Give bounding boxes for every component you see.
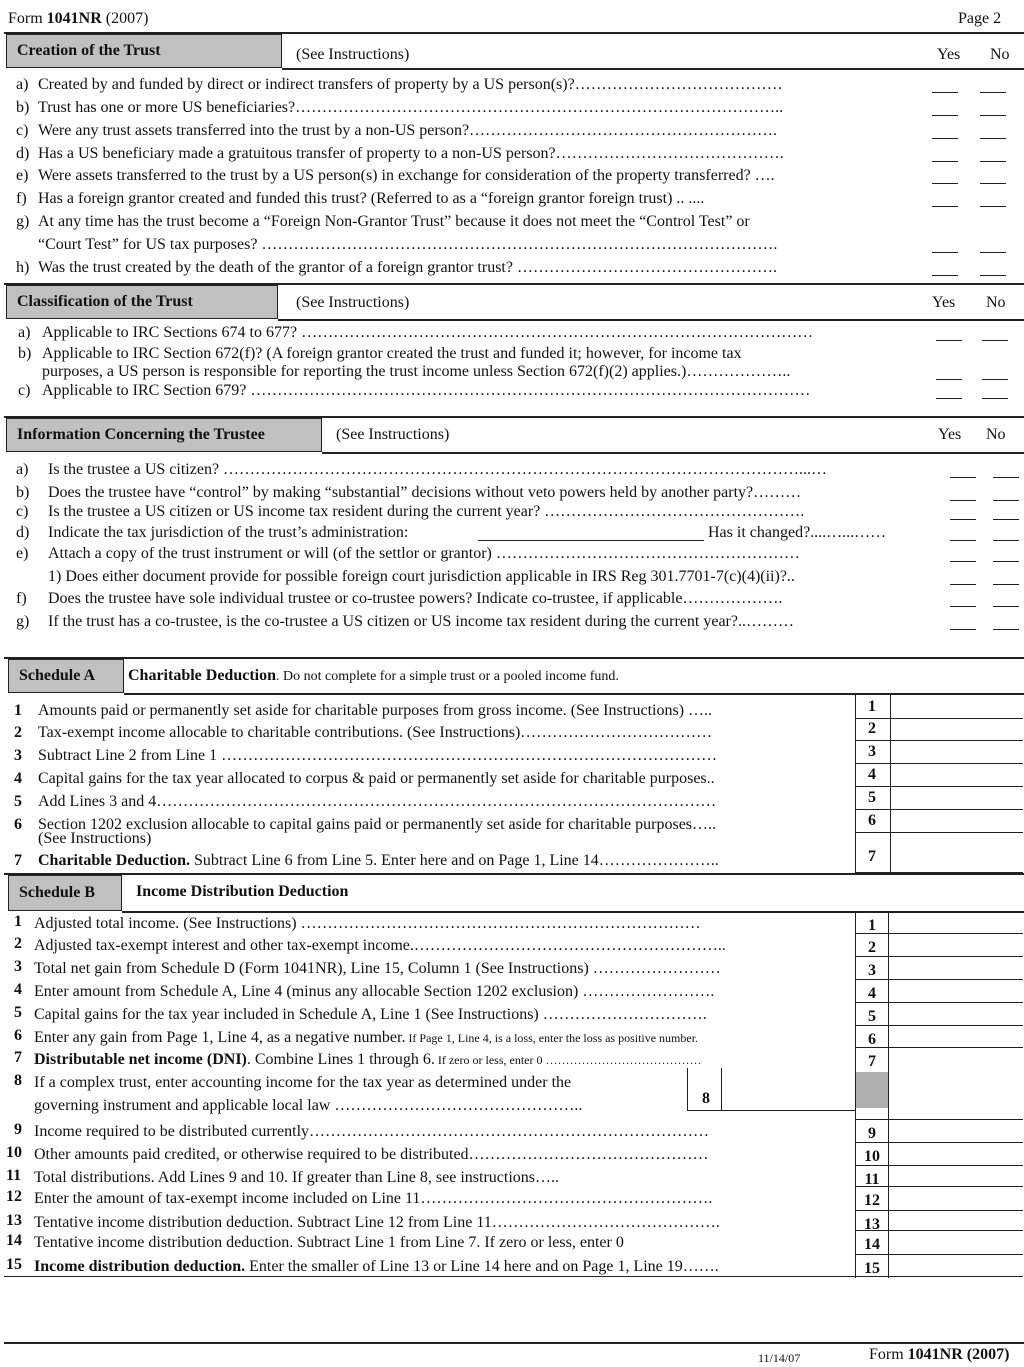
yes-answer-blank[interactable] xyxy=(932,275,958,276)
question-text-continued: “Court Test” for US tax purposes? ……………………………………………………………………………………. xyxy=(38,236,778,253)
yes-answer-blank[interactable] xyxy=(950,477,976,478)
question-text: At any time has the trust become a “Foreign Non-Grantor Trust” because it does not meet the “Control Test” or xyxy=(38,213,750,230)
classification-rule xyxy=(278,319,1024,321)
line-number: 11 xyxy=(6,1167,22,1184)
yes-answer-blank[interactable] xyxy=(950,629,976,630)
trustee-instructions: (See Instructions) xyxy=(336,426,450,443)
line-description-text: Total distributions. Add Lines 9 and 10. If greater than Line 8, see instructions….. xyxy=(34,1169,559,1186)
creation-instructions: (See Instructions) xyxy=(296,46,410,63)
line-box-label: 1 xyxy=(868,698,876,715)
line-box-label: 13 xyxy=(864,1216,880,1233)
item-letter: b) xyxy=(18,345,32,362)
amount-field[interactable] xyxy=(855,1230,1023,1231)
line-description-text: If a complex trust, enter accounting income for the tax year as determined under the xyxy=(34,1074,572,1091)
question-text: Were assets transferred to the trust by a US person(s) in exchange for consideration of the property transferred? …. xyxy=(38,167,775,184)
item-letter: d) xyxy=(16,524,30,541)
line-description xyxy=(34,915,701,933)
line-description-note: If zero or less, enter 0 ………………………………… xyxy=(434,1053,702,1067)
line-number: 1 xyxy=(14,913,22,930)
line-description xyxy=(34,937,726,955)
line-box-label: 10 xyxy=(864,1148,880,1165)
schedule-a-top-rule xyxy=(4,657,1024,659)
line-description-text: Subtract Line 6 from Line 5. Enter here and on Page 1, Line 14………………….. xyxy=(190,852,719,869)
trustee-yes-header: Yes xyxy=(938,426,962,443)
amount-field[interactable] xyxy=(855,979,1023,980)
question-text: Is the trustee a US citizen or US income tax resident during the current year? …………………………………………. xyxy=(48,503,805,520)
line-description xyxy=(34,1146,709,1164)
no-answer-blank[interactable] xyxy=(993,629,1019,630)
question-text: 1) Does either document provide for possible foreign court jurisdiction applicable in IRS Reg 301.7701-7(c)(4)(ii)?.. xyxy=(48,568,795,585)
question-text: Applicable to IRC Section 672(f)? (A foreign grantor created the trust and funded it; however, for income tax xyxy=(42,345,742,362)
item-letter: b) xyxy=(16,99,30,116)
line-description-text: Enter the amount of tax-exempt income included on Line 11………………………………………………. xyxy=(34,1190,713,1207)
creation-no-header: No xyxy=(990,46,1010,63)
footer-date: 11/14/07 xyxy=(758,1351,801,1365)
no-answer-blank[interactable] xyxy=(980,161,1006,162)
section-title-creation: Creation of the Trust xyxy=(6,34,282,68)
line-description-text: Amounts paid or permanently set aside for charitable purposes from gross income. (See Instructions) ….. xyxy=(38,702,713,719)
line-description xyxy=(34,1214,720,1232)
line-box-label: 12 xyxy=(864,1192,880,1209)
line-number: 2 xyxy=(14,935,22,952)
line-number: 15 xyxy=(6,1256,22,1273)
footer-form-prefix: Form xyxy=(869,1346,904,1363)
no-answer-blank[interactable] xyxy=(980,252,1006,253)
amount-field[interactable] xyxy=(855,786,1023,787)
line-number: 4 xyxy=(14,770,22,787)
no-answer-blank[interactable] xyxy=(993,519,1019,520)
footer-rule xyxy=(4,1342,1024,1344)
yes-answer-blank[interactable] xyxy=(950,519,976,520)
classification-yes-header: Yes xyxy=(932,294,956,311)
item-letter: a) xyxy=(16,461,29,478)
line-description-note: If Page 1, Line 4, is a loss, enter the loss as positive number. xyxy=(405,1031,699,1045)
question-text: Does the trustee have sole individual trustee or co-trustee powers? Indicate co-trustee, if applicable………………. xyxy=(48,590,783,607)
form-number: 1041NR xyxy=(46,10,102,27)
line-8-box-left xyxy=(687,1068,688,1110)
section-title-trustee: Information Concerning the Trustee xyxy=(6,418,322,452)
trustee-no-header: No xyxy=(986,426,1006,443)
no-answer-blank[interactable] xyxy=(993,477,1019,478)
question-text: Was the trust created by the death of the grantor of a foreign grantor trust? …………………………………………. xyxy=(38,259,777,276)
item-letter: g) xyxy=(16,613,30,630)
no-answer-blank[interactable] xyxy=(980,115,1006,116)
yes-answer-blank[interactable] xyxy=(932,161,958,162)
yes-answer-blank[interactable] xyxy=(950,561,976,562)
schedule-b-title: Income Distribution Deduction xyxy=(136,883,349,900)
line-description-text: Total net gain from Schedule D (Form 1041NR), Line 15, Column 1 (See Instructions) …………………… xyxy=(34,960,721,977)
question-text-continued: purposes, a US person is responsible for reporting the trust income unless Section 672(f)(2) applies.)……………….. xyxy=(42,363,791,380)
line-description-text: Tax-exempt income allocable to charitable contributions. (See Instructions)……………………………… xyxy=(38,724,713,741)
schedule-b-bottom-rule xyxy=(855,1276,1023,1277)
trustee-rule xyxy=(322,452,1024,454)
line-description-continued: governing instrument and applicable local law ……………………………………….. xyxy=(34,1097,583,1114)
line-number: 7 xyxy=(14,852,22,869)
amount-field[interactable] xyxy=(855,809,1023,810)
line-description xyxy=(38,852,719,870)
amount-field[interactable] xyxy=(855,1025,1023,1026)
line-description-text: Enter any gain from Page 1, Line 4, as a negative number. xyxy=(34,1029,406,1046)
line-number: 6 xyxy=(14,816,22,833)
item-letter: d) xyxy=(16,145,30,162)
amount-field[interactable] xyxy=(855,740,1023,741)
classification-instructions: (See Instructions) xyxy=(296,294,410,311)
line-number: 6 xyxy=(14,1027,22,1044)
line-description-text: Enter amount from Schedule A, Line 4 (minus any allocable Section 1202 exclusion) ……………………. xyxy=(34,983,715,1000)
question-text: Indicate the tax jurisdiction of the trust’s administration: xyxy=(48,524,409,541)
footer-form-year: (2007) xyxy=(966,1346,1010,1363)
line-description-bold: Charitable Deduction. xyxy=(38,852,190,869)
no-answer-blank[interactable] xyxy=(993,500,1019,501)
amount-field[interactable] xyxy=(855,718,1023,719)
line-box-label: 8 xyxy=(702,1090,710,1107)
line-number: 5 xyxy=(14,793,22,810)
schedule-a-amount-divider xyxy=(890,694,891,874)
line-description-bold: Income distribution deduction. xyxy=(34,1258,246,1275)
line-description xyxy=(34,1190,712,1208)
schedule-b-shaded-cell xyxy=(856,1072,888,1108)
yes-answer-blank[interactable] xyxy=(936,379,962,380)
line-description xyxy=(38,793,716,811)
question-text: Is the trustee a US citizen? ………………………………………………………………………………………………...… xyxy=(48,461,828,478)
line-description xyxy=(34,1123,709,1141)
schedule-a-subtitle: . Do not complete for a simple trust or a pooled income fund. xyxy=(276,669,619,684)
line-number: 1 xyxy=(14,702,22,719)
amount-field[interactable] xyxy=(855,832,1023,833)
line-description-text: Add Lines 3 and 4…………………………………………………………………………………………… xyxy=(38,793,717,810)
item-letter: f) xyxy=(16,590,27,607)
line-box-label: 9 xyxy=(868,1125,876,1142)
line-box-label: 2 xyxy=(868,939,876,956)
line-number: 2 xyxy=(14,724,22,741)
line-number: 12 xyxy=(6,1188,22,1205)
line-description xyxy=(34,1051,701,1069)
item-letter: a) xyxy=(16,76,29,93)
line-description xyxy=(34,1029,698,1047)
creation-rule xyxy=(282,68,1024,70)
line-description-text: Section 1202 exclusion allocable to capital gains paid or permanently set aside for charitable purposes….. xyxy=(38,816,717,833)
question-text: Attach a copy of the trust instrument or will (of the settlor or grantor) ………………………………………………… xyxy=(48,545,800,562)
line-description xyxy=(34,1006,707,1024)
line-description xyxy=(38,702,712,720)
amount-field[interactable] xyxy=(855,1142,1023,1143)
page-number: Page 2 xyxy=(958,10,1002,27)
yes-answer-blank[interactable] xyxy=(936,398,962,399)
question-text: Applicable to IRC Sections 674 to 677? …………………………………………………………………………………… xyxy=(42,324,814,341)
creation-yes-header: Yes xyxy=(937,46,961,63)
line-box-label: 7 xyxy=(868,848,876,865)
line-number: 3 xyxy=(14,958,22,975)
line-description-text: Tentative income distribution deduction. Subtract Line 12 from Line 11……………………………………. xyxy=(34,1214,720,1231)
schedule-b-line-15-rule xyxy=(4,1276,855,1277)
amount-field[interactable] xyxy=(855,1165,1023,1166)
line-description-text: Other amounts paid credited, or otherwise required to be distributed……………………………………… xyxy=(34,1146,709,1163)
line-number: 3 xyxy=(14,747,22,764)
amount-field[interactable] xyxy=(855,1119,1023,1120)
question-text: If the trust has a co-trustee, is the co-trustee a US citizen or US income tax resident during the current year?..……… xyxy=(48,613,794,630)
yes-answer-blank[interactable] xyxy=(932,92,958,93)
line-8-amount-field[interactable] xyxy=(687,1110,855,1111)
line-box-label: 6 xyxy=(868,812,876,829)
form-year: (2007) xyxy=(105,10,149,27)
line-description xyxy=(38,747,717,765)
amount-field[interactable] xyxy=(855,1047,1023,1048)
line-description-text: Adjusted total income. (See Instructions) ………………………………………………………………… xyxy=(34,915,701,932)
changed-question-text: Has it changed?....…...…… xyxy=(708,524,887,541)
yes-answer-blank[interactable] xyxy=(936,340,962,341)
amount-field[interactable] xyxy=(855,956,1023,957)
yes-answer-blank[interactable] xyxy=(950,500,976,501)
no-answer-blank[interactable] xyxy=(980,183,1006,184)
item-letter: c) xyxy=(16,122,29,139)
amount-field[interactable] xyxy=(855,911,1023,912)
no-answer-blank[interactable] xyxy=(993,584,1019,585)
jurisdiction-field[interactable] xyxy=(478,540,704,541)
line-box-label: 15 xyxy=(864,1260,880,1277)
no-answer-blank[interactable] xyxy=(982,340,1008,341)
line-box-label: 2 xyxy=(868,720,876,737)
no-answer-blank[interactable] xyxy=(993,540,1019,541)
no-answer-blank[interactable] xyxy=(993,561,1019,562)
line-number: 7 xyxy=(14,1049,22,1066)
yes-answer-blank[interactable] xyxy=(932,252,958,253)
item-letter: f) xyxy=(16,190,27,207)
classification-no-header: No xyxy=(986,294,1006,311)
footer-form-number: 1041NR xyxy=(907,1346,963,1363)
item-letter: g) xyxy=(16,213,30,230)
question-text: Applicable to IRC Section 679? …………………………………………………………………………………………… xyxy=(42,382,811,399)
schedule-b-top-rule xyxy=(4,873,1024,875)
line-box-label: 3 xyxy=(868,962,876,979)
schedule-a-label: Schedule A xyxy=(8,659,124,693)
item-letter: e) xyxy=(16,545,29,562)
line-description-text: Enter the smaller of Line 13 or Line 14 here and on Page 1, Line 19……. xyxy=(245,1258,719,1275)
item-letter: c) xyxy=(16,503,29,520)
no-answer-blank[interactable] xyxy=(982,379,1008,380)
line-box-label: 11 xyxy=(864,1171,880,1188)
yes-answer-blank[interactable] xyxy=(932,115,958,116)
form-prefix: Form xyxy=(8,10,43,27)
question-text: Trust has one or more US beneficiaries?……………………………………………………………………………….. xyxy=(38,99,784,116)
footer-form-id xyxy=(869,1346,1009,1364)
line-description-text: Adjusted tax-exempt interest and other tax-exempt income.………………………………………………….. xyxy=(34,937,726,954)
yes-answer-blank[interactable] xyxy=(950,540,976,541)
item-letter: a) xyxy=(18,324,31,341)
question-text: Has a foreign grantor created and funded this trust? (Referred to as a “foreign grantor foreign trust) .. .... xyxy=(38,190,705,207)
amount-field[interactable] xyxy=(855,933,1023,934)
line-description-text: . Combine Lines 1 through 6. xyxy=(246,1051,435,1068)
amount-field[interactable] xyxy=(855,1186,1023,1187)
item-letter: h) xyxy=(16,259,30,276)
no-answer-blank[interactable] xyxy=(993,606,1019,607)
yes-answer-blank[interactable] xyxy=(950,584,976,585)
line-description xyxy=(34,983,714,1001)
line-number: 5 xyxy=(14,1004,22,1021)
form-id xyxy=(8,10,148,28)
no-answer-blank[interactable] xyxy=(982,398,1008,399)
line-description xyxy=(34,1258,719,1276)
line-description-text: Tentative income distribution deduction. Subtract Line 1 from Line 7. If zero or less, enter 0 xyxy=(34,1234,624,1251)
schedule-a-heading xyxy=(128,667,619,686)
line-box-label: 14 xyxy=(864,1236,880,1253)
no-answer-blank[interactable] xyxy=(980,275,1006,276)
amount-field[interactable] xyxy=(855,763,1023,764)
line-number: 14 xyxy=(6,1232,22,1249)
no-answer-blank[interactable] xyxy=(980,206,1006,207)
line-description-text: Capital gains for the tax year included in Schedule A, Line 1 (See Instructions) …………………………. xyxy=(34,1006,707,1023)
question-text: Has a US beneficiary made a gratuitous transfer of property to a non-US person?……………………………………. xyxy=(38,145,784,162)
no-answer-blank[interactable] xyxy=(980,138,1006,139)
yes-answer-blank[interactable] xyxy=(932,206,958,207)
line-description-bold: Distributable net income (DNI) xyxy=(34,1051,247,1068)
line-number: 4 xyxy=(14,981,22,998)
line-description-continued: (See Instructions) xyxy=(38,830,152,847)
line-number: 13 xyxy=(6,1212,22,1229)
line-description-text: Capital gains for the tax year allocated to corpus & paid or permanently set aside for charitable purposes.. xyxy=(38,770,715,787)
item-letter: b) xyxy=(16,484,30,501)
item-letter: c) xyxy=(18,382,31,399)
amount-field[interactable] xyxy=(855,1254,1023,1255)
line-number: 9 xyxy=(14,1121,22,1138)
line-box-label: 6 xyxy=(868,1031,876,1048)
line-description xyxy=(34,1234,624,1252)
question-text: Were any trust assets transferred into the trust by a non-US person?…………………………………………………. xyxy=(38,122,778,139)
line-description xyxy=(38,724,712,742)
line-number: 8 xyxy=(14,1072,22,1089)
line-box-label: 4 xyxy=(868,985,876,1002)
line-description xyxy=(34,1169,559,1187)
line-box-label: 4 xyxy=(868,766,876,783)
line-number: 10 xyxy=(6,1144,22,1161)
line-box-label: 3 xyxy=(868,743,876,760)
amount-field[interactable] xyxy=(855,1002,1023,1003)
line-description xyxy=(38,770,715,788)
question-text: Created by and funded by direct or indirect transfers of property by a US person(s)?………………………………… xyxy=(38,76,783,93)
line-description-text: Subtract Line 2 from Line 1 ………………………………………………………………………………… xyxy=(38,747,718,764)
yes-answer-blank[interactable] xyxy=(950,606,976,607)
line-description xyxy=(34,960,721,978)
no-answer-blank[interactable] xyxy=(980,92,1006,93)
item-letter: e) xyxy=(16,167,29,184)
line-box-label: 5 xyxy=(868,789,876,806)
schedule-b-label: Schedule B xyxy=(8,875,122,911)
line-description xyxy=(34,1074,571,1092)
amount-field[interactable] xyxy=(855,1210,1023,1211)
line-box-label: 7 xyxy=(868,1053,876,1070)
section-title-classification: Classification of the Trust xyxy=(6,285,278,319)
line-description-text: Income required to be distributed currently………………………………………………………………… xyxy=(34,1123,710,1140)
yes-answer-blank[interactable] xyxy=(932,183,958,184)
line-box-label: 5 xyxy=(868,1008,876,1025)
schedule-a-rule xyxy=(124,693,1024,695)
question-text: Does the trustee have “control” by making “substantial” decisions without veto powers held by another party?……… xyxy=(48,484,802,501)
line-box-label: 1 xyxy=(868,917,876,934)
schedule-a-title: Charitable Deduction xyxy=(128,667,276,684)
yes-answer-blank[interactable] xyxy=(932,138,958,139)
